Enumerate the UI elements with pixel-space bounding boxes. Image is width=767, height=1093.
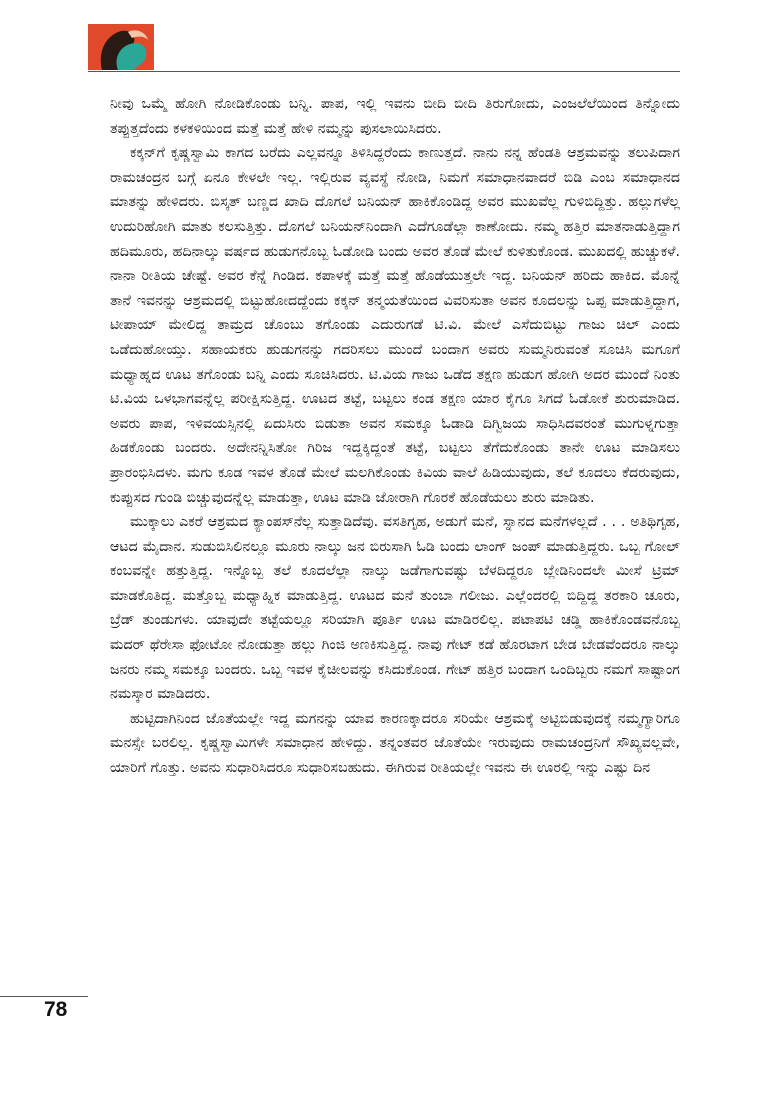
page-number: 78 (44, 998, 68, 1021)
woman-profile-logo-icon (88, 24, 154, 70)
footer-rule (0, 996, 88, 997)
paragraph: ಕಕ್ಕನ್‌ಗೆ ಕೃಷ್ಣಸ್ವಾಮಿ ಕಾಗದ ಬರೆದು ಎಲ್ಲವನ್ನೂ ತಿಳಿಸಿದ್ದರೆಂದು ಕಾಣುತ್ತದೆ. ನಾನು ನನ್ನ ಹೆಂಡತಿ ಆಶ್ರಮವನ್ನು ತಲುಪಿದಾಗ ರಾಮಚಂದ್ರನ ಬಗ್ಗೆ ಏನೂ ಕೇಳಲೇ ಇಲ್ಲ. ಇಲ್ಲಿರುವ ವ್ಯವಸ್ಥೆ ನೋಡಿ, ನಿಮಗೆ ಸಮಾಧಾನವಾದರೆ ಬಿಡಿ ಎಂಬ ಸಮಾಧಾನದ ಮಾತನ್ನು ಹೇಳಿದರು. ಬಿಸ್ಕತ್ ಬಣ್ಣದ ಖಾದಿ ದೊಗಲೆ ಬನಿಯನ್ ಹಾಕಿಕೊಂಡಿದ್ದ ಅವರ ಮುಖವೆಲ್ಲ ಗುಳಿಬಿದ್ದಿತ್ತು. ಹಲ್ಲುಗಳೆಲ್ಲ ಉದುರಿಹೋಗಿ ಮಾತು ಕಲಸುತ್ತಿತ್ತು. ದೊಗಲೆ ಬನಿಯನ್‌ನಿಂದಾಗಿ ಎದೆಗೂಡೆಲ್ಲಾ ಕಾಣೋದು. ನಮ್ಮ ಹತ್ತಿರ ಮಾತನಾಡುತ್ತಿದ್ದಾಗ ಹದಿಮೂರು, ಹದಿನಾಲ್ಕು ವರ್ಷದ ಹುಡುಗನೊಬ್ಬ ಓಡೋಡಿ ಬಂದು ಅವರ ತೊಡೆ ಮೇಲೆ ಕುಳಿತುಕೊಂಡ. ಮುಖದಲ್ಲಿ ಹುಚ್ಚುಕಳೆ. ನಾನಾ ರೀತಿಯ ಚೇಷ್ಟೆ. ಅವರ ಕೆನ್ನೆ ಗಿಂಡಿದ. ಕಪಾಳಕ್ಕೆ ಮತ್ತೆ ಮತ್ತೆ ಹೊಡೆಯುತ್ತಲೇ ಇದ್ದ. ಬನಿಯನ್ ಹರಿದು ಹಾಕಿದ. ಮೊನ್ನೆ ತಾನೆ ಇವನನ್ನು ಆಶ್ರಮದಲ್ಲಿ ಬಿಟ್ಟುಹೋದದ್ದೆಂದು ಕಕ್ಕನ್ ತನ್ಮಯತೆಯಿಂದ ವಿವರಿಸುತಾ ಅವನ ಕೂದಲನ್ನು ಒಪ್ಪ ಮಾಡುತ್ತಿದ್ದಾಗ, ಟೀಪಾಯ್ ಮೇಲಿದ್ದ ತಾಮ್ರದ ಚೊಂಬು ತಗೊಂಡು ಎದುರುಗಡೆ ಟಿ.ವಿ. ಮೇಲೆ ಎಸೆದುಬಿಟ್ಟು ಗಾಜು ಚಿಲ್ ಎಂದು ಒಡೆದುಹೋಯ್ತು. ಸಹಾಯಕರು ಹುಡುಗನನ್ನು ಗದರಿಸಲು ಮುಂದೆ ಬಂದಾಗ ಅವರು ಸುಮ್ಮನಿರುವಂತೆ ಸೂಚಿಸಿ ಮಗೂಗೆ ಮಧ್ಯಾಹ್ನದ ಊಟ ತಗೊಂಡು ಬನ್ನಿ ಎಂದು ಸೂಚಿಸಿದರು. ಟಿ.ವಿಯ ಗಾಜು ಒಡೆದ ತಕ್ಷಣ ಹುಡುಗ ಹೋಗಿ ಅದರ ಮುಂದೆ ನಿಂತು ಟಿ.ವಿಯ ಒಳಭಾಗವನ್ನೆಲ್ಲ ಪರೀಕ್ಷಿಸುತ್ತಿದ್ದ. ಊಟದ ತಟ್ಟೆ, ಬಟ್ಟಲು ಕಂಡ ತಕ್ಷಣ ಯಾರ ಕೈಗೂ ಸಿಗದೆ ಓಡೋಕೆ ಶುರುಮಾಡಿದ. ಅವರು ಪಾಪ, ಇಳಿವಯಸ್ಸಿನಲ್ಲಿ ಏದುಸಿರು ಬಿಡುತಾ ಅವನ ಸಮಕ್ಕೂ ಓಡಾಡಿ ದಿಗ್ವಿಜಯ ಸಾಧಿಸಿದವರಂತೆ ಮುಗುಳ್ನಗುತ್ತಾ ಹಿಡಕೊಂಡು ಬಂದರು. ಅದೇನನ್ನಿಸಿತೋ ಗಿರಿಜ ಇದ್ದಕ್ಕಿದ್ದಂತೆ ತಟ್ಟೆ, ಬಟ್ಟಲು ತೆಗೆದುಕೊಂಡು ತಾನೇ ಊಟ ಮಾಡಿಸಲು ಪ್ರಾರಂಭಿಸಿದಳು. ಮಗು ಕೂಡ ಇವಳ ತೊಡೆ ಮೇಲೆ ಮಲಗಿಕೊಂಡು ಕಿವಿಯ ವಾಲೆ ಹಿಡಿಯುವುದು, ತಲೆ ಕೂದಲು ಕೆದರುವುದು, ಕುಪ್ಪುಸದ ಗುಂಡಿ ಬಿಚ್ಚುವುದನ್ನೆಲ್ಲ ಮಾಡುತ್ತಾ, ಊಟ ಮಾಡಿ ಜೋರಾಗಿ ಗೊರಕೆ ಹೊಡೆಯಲು ಶುರು ಮಾಡಿತು. (110, 145, 680, 506)
paragraph: ಹುಟ್ಟಿದಾಗಿನಿಂದ ಜೊತೆಯಲ್ಲೇ ಇದ್ದ ಮಗನನ್ನು ಯಾವ ಕಾರಣಕ್ಕಾದರೂ ಸರಿಯೇ ಆಶ್ರಮಕ್ಕೆ ಅಟ್ಟಿಬಿಡುವುದಕ್ಕೆ ನಮ್ಮಗ್ಯಾರಿಗೂ ಮನಸ್ಸೇ ಬರಲಿಲ್ಲ. ಕೃಷ್ಣಸ್ವಾಮಿಗಳೇ ಸಮಾಧಾನ ಹೇಳಿದ್ದು. ತನ್ನಂತವರ ಜೊತೆಯೇ ಇರುವುದು ರಾಮಚಂದ್ರನಿಗೆ ಸೌಖ್ಯವಲ್ಲವೇ, ಯಾರಿಗೆ ಗೊತ್ತು. ಅವನು ಸುಧಾರಿಸಿದರೂ ಸುಧಾರಿಸಬಹುದು. ಈಗಿರುವ ರೀತಿಯಲ್ಲೇ ಇವನು ಈ ಊರಲ್ಲಿ ಇನ್ನು ಎಷ್ಟು ದಿನ (110, 710, 680, 777)
article-body (110, 92, 680, 781)
paragraph: ನೀವು ಒಮ್ಮೆ ಹೋಗಿ ನೋಡಿಕೊಂಡು ಬನ್ನಿ. ಪಾಪ, ಇಲ್ಲಿ ಇವನು ಬೀದಿ ಬೀದಿ ತಿರುಗೋದು, ಎಂಜಲೆಲೆಯಿಂದ ತಿನ್ನೋದು ತಪ್ಪುತ್ತದೆಂದು ಕಳಕಳಿಯಿಂದ ಮತ್ತೆ ಮತ್ತೆ ಹೇಳಿ ನಮ್ಮನ್ನು ಪುಸಲಾಯಿಸಿದರು. (110, 96, 680, 137)
header-logo (88, 24, 154, 70)
header-rule (88, 71, 680, 72)
paragraph: ಮುಕ್ಕಾಲು ಎಕರೆ ಆಶ್ರಮದ ಕ್ಯಾಂಪಸ್‌ನೆಲ್ಲ ಸುತ್ತಾಡಿದೆವು. ವಸತಿಗೃಹ, ಅಡುಗೆ ಮನೆ, ಸ್ನಾನದ ಮನೆಗಳಲ್ಲದೆ . . . ಅತಿಥಿಗೃಹ, ಆಟದ ಮೈದಾನ. ಸುಡುಬಿಸಿಲಿನಲ್ಲೂ ಮೂರು ನಾಲ್ಕು ಜನ ಬಿರುಸಾಗಿ ಓಡಿ ಬಂದು ಲಾಂಗ್ ಜಂಪ್ ಮಾಡುತ್ತಿದ್ದರು. ಒಬ್ಬ ಗೋಲ್ ಕಂಬವನ್ನೇ ಹತ್ತುತ್ತಿದ್ದ. ಇನ್ನೊಬ್ಬ ತಲೆ ಕೂದಲೆಲ್ಲಾ ನಾಲ್ಕು ಜಡೆಗಾಗುವಷ್ಟು ಬೆಳದಿದ್ದರೂ ಬ್ಲೇಡಿನಿಂದಲೇ ಮೀಸೆ ಟ್ರಿಮ್ ಮಾಡಕೊತಿದ್ದ. ಮತ್ತೊಬ್ಬ ಮಧ್ಯಾಹ್ನಿಕ ಮಾಡುತ್ತಿದ್ದ. ಊಟದ ಮನೆ ತುಂಬಾ ಗಲೀಜು. ಎಲ್ಲೆಂದರಲ್ಲಿ ಬಿದ್ದಿದ್ದ ತರಕಾರಿ ಚೂರು, ಬ್ರೆಡ್ ತುಂಡುಗಳು. ಯಾವುದೇ ತಟ್ಟೆಯಲ್ಲೂ ಸರಿಯಾಗಿ ಪೂರ್ತಿ ಊಟ ಮಾಡಿರಲಿಲ್ಲ. ಪಟಾಪಟಿ ಚಡ್ಡಿ ಹಾಕಿಕೊಂಡವನೊಬ್ಬ ಮದರ್ ಥೆರೇಸಾ ಫೋಟೋ ನೋಡುತ್ತಾ ಹಲ್ಲು ಗಿಂಜಿ ಅಣಕಿಸುತ್ತಿದ್ದ. ನಾವು ಗೇಟ್ ಕಡೆ ಹೊರಟಾಗ ಬೇಡ ಬೇಡವೆಂದರೂ ನಾಲ್ಕು ಜನರು ನಮ್ಮ ಸಮಕ್ಕೂ ಬಂದರು. ಒಬ್ಬ ಇವಳ ಕೈಚೀಲವನ್ನು ಕಸಿದುಕೊಂಡ. ಗೇಟ್ ಹತ್ತಿರ ಬಂದಾಗ ಒಂದಿಬ್ಬರು ನಮಗೆ ಸಾಷ್ಟಾಂಗ ನಮಸ್ಕಾರ ಮಾಡಿದರು. (110, 514, 680, 703)
